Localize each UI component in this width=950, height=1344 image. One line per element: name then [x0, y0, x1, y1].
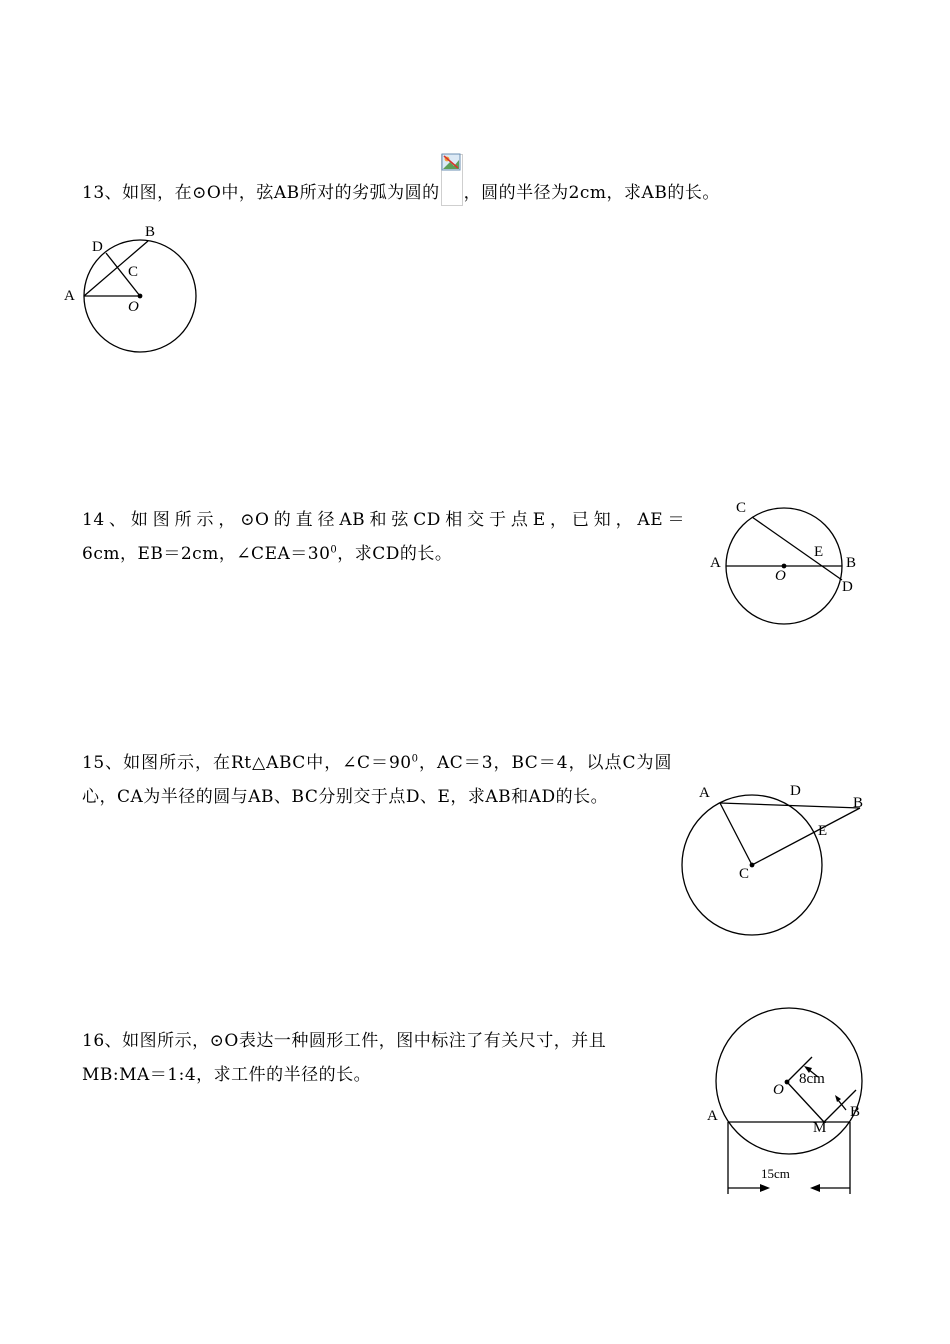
- segment-om: [787, 1082, 824, 1122]
- question-16: [82, 1024, 606, 1092]
- label-b: B: [853, 795, 864, 811]
- label-c: C: [128, 264, 139, 280]
- label-a: A: [64, 288, 75, 304]
- question-14-line-1: 14、如图所示，⊙O的直径AB和弦CD相交于点E，已知，AE＝: [82, 510, 685, 530]
- segment-ac: [720, 803, 752, 865]
- label-c: C: [739, 866, 750, 882]
- label-dim-8: 8cm: [799, 1071, 825, 1087]
- label-o: O: [128, 299, 139, 315]
- question-15-line-1: 15、如图所示，在Rt△ABC中，$\angle C=90^0$，AC＝3，BC＝4，以点C为圆: [82, 753, 672, 773]
- question-14: [82, 503, 685, 571]
- center-point: [785, 1080, 790, 1085]
- question-15: [82, 746, 672, 814]
- label-m: M: [813, 1120, 827, 1136]
- question-16-line-2: MB:MA＝1:4，求工件的半径的长。: [82, 1065, 372, 1085]
- label-dim-15: 15cm: [761, 1166, 790, 1181]
- segment-cb: [752, 808, 860, 865]
- label-d: D: [790, 783, 801, 799]
- center-point: [138, 294, 143, 299]
- question-14-line-2: 6cm，EB＝2cm，$\angle CEA=30^0$，求CD的长。: [82, 544, 453, 564]
- center-point: [750, 863, 755, 868]
- segment-ab: [720, 803, 860, 808]
- arrow-15-right-head: [810, 1184, 820, 1192]
- label-c: C: [736, 500, 747, 516]
- label-o: O: [775, 568, 786, 584]
- label-e: E: [814, 544, 824, 560]
- question-16-figure: [700, 1000, 880, 1200]
- label-b: B: [145, 224, 156, 240]
- question-16-line-1: 16、如图所示，⊙O表达一种圆形工件，图中标注了有关尺寸，并且: [82, 1031, 607, 1051]
- arrow-8b-head: [835, 1095, 841, 1102]
- question-15-figure: [680, 775, 880, 945]
- question-13: [82, 154, 720, 210]
- broken-image-icon: [441, 154, 463, 206]
- label-b: B: [846, 555, 857, 571]
- question-15-line-2: 心，CA为半径的圆与AB、BC分别交于点D、E，求AB和AD的长。: [82, 787, 609, 807]
- question-14-figure: [700, 490, 870, 630]
- label-o: O: [773, 1082, 784, 1098]
- label-a: A: [707, 1108, 718, 1124]
- question-13-figure: [60, 220, 210, 360]
- label-a: A: [699, 785, 710, 801]
- label-e: E: [818, 823, 828, 839]
- label-a: A: [710, 555, 721, 571]
- arrow-15-left-head: [760, 1184, 770, 1192]
- label-d: D: [92, 239, 103, 255]
- chord-cd: [752, 517, 842, 580]
- label-d: D: [842, 579, 853, 595]
- label-b: B: [850, 1104, 861, 1120]
- question-13-text: 13、如图，在⊙O中，弦AB所对的劣弧为圆的 ，圆的半径为2cm，求AB的长。: [82, 154, 720, 210]
